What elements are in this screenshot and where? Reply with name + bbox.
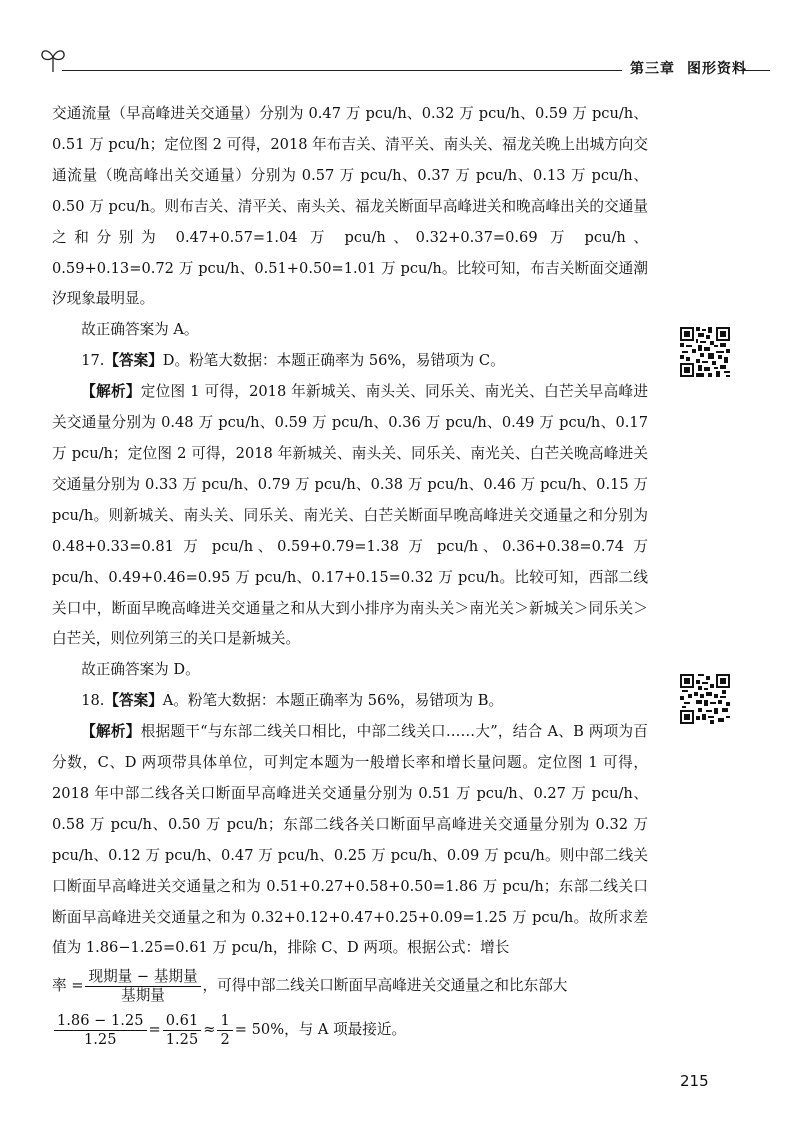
paragraph-continuation: 交通流量（早高峰进关交通量）分别为 0.47 万 pcu/h、0.32 万 pcu/h、0.59 万 pcu/h、0.51 万 pcu/h；定位图 2 可得，2018 年布吉关、清平关、南头关、福龙关晚上出城方向交通流量（晚高峰出关交通量）分别为 0.57 万 pcu/h、0.37 万 pcu/h、0.13 万 pcu/h、0.50 万 pcu/h。则布吉关、清平关、南头关、福龙关断面早高峰进关和晚高峰出关的交通量之和分别为 0.47+0.57=1.04 万 pcu/h、0.32+0.37=0.69 万 pcu/h、0.59+0.13=0.72 万 pcu/h、0.51+0.50=1.01 万 pcu/h。比较可知，布吉关断面交通潮汐现象最明显。 xyxy=(52,105,648,308)
page-body xyxy=(52,99,648,1052)
calc-fraction-3 xyxy=(217,1012,232,1049)
calculation-line xyxy=(52,1008,648,1052)
calc-tail: = 50%，与 A 项最接近。 xyxy=(234,1021,407,1039)
calc-fraction-1 xyxy=(54,1012,147,1049)
qr-code-icon[interactable] xyxy=(680,674,730,724)
conclusion-17: 故正确答案为 D。 xyxy=(81,661,200,679)
answer-text: D。粉笔大数据：本题正确率为 56%，易错项为 C。 xyxy=(162,352,505,370)
calc-denominator-3: 2 xyxy=(220,1030,230,1048)
formula-numerator: 现期量 − 基期量 xyxy=(85,968,200,987)
formula-line xyxy=(52,964,648,1008)
calc-numerator-3: 1 xyxy=(217,1012,232,1031)
formula-prefix: 率 = xyxy=(52,977,84,995)
calc-fraction-2 xyxy=(163,1012,202,1049)
answer-line-17 xyxy=(52,346,648,377)
header-rule xyxy=(62,70,622,71)
growth-formula-fraction xyxy=(85,968,200,1005)
answer-line-16: 故正确答案为 A。 xyxy=(81,321,199,339)
chapter-label: 第三章 xyxy=(630,61,675,77)
section-label: 图形资料 xyxy=(687,61,747,77)
calc-equals: = xyxy=(148,1021,161,1039)
chapter-title xyxy=(630,58,747,78)
calc-numerator-1: 1.86 − 1.25 xyxy=(54,1012,147,1031)
analysis-text: 根据题干“与东部二线关口相比，中部二线关口……大”，结合 A、B 两项为百分数，C、D 两项带具体单位，可判定本题为一般增长率和增长量问题。定位图 1 可得，2018 年中部二线各关口断面早高峰进关交通量分别为 0.51 万 pcu/h、0.27 万 pcu/h、0.58 万 pcu/h、0.50 万 pcu/h；东部二线各关口断面早高峰进关交通量分别为 0.32 万 pcu/h、0.12 万 pcu/h、0.47 万 pcu/h、0.25 万 pcu/h、0.09 万 pcu/h。则中部二线关口断面早高峰进关交通量之和为 0.51+0.27+0.58+0.50=1.86 万 pcu/h；东部二线关口断面早高峰进关交通量之和为 0.32+0.12+0.47+0.25+0.09=1.25 万 pcu/h。故所求差值为 1.86−1.25=0.61 万 pcu/h，排除 C、D 两项。根据公式：增长 xyxy=(52,723,648,957)
answer-tag: 【答案】 xyxy=(104,692,163,710)
formula-denominator: 基期量 xyxy=(121,986,165,1004)
question-number: 17. xyxy=(81,352,105,370)
analysis-text: 定位图 1 可得，2018 年新城关、南头关、同乐关、南光关、白芒关早高峰进关交通量分别为 0.48 万 pcu/h、0.59 万 pcu/h、0.36 万 pcu/h、0.49 万 pcu/h、0.17 万 pcu/h；定位图 2 可得，2018 年新城关、南头关、同乐关、南光关、白芒关晚高峰进关交通量分别为 0.33 万 pcu/h、0.79 万 pcu/h、0.38 万 pcu/h、0.46 万 pcu/h、0.15 万 pcu/h。则新城关、南头关、同乐关、南光关、白芒关断面早晚高峰进关交通量之和分别为 0.48+0.33=0.81 万 pcu/h、0.59+0.79=1.38 万 pcu/h、0.36+0.38=0.74 万 pcu/h、0.49+0.46=0.95 万 pcu/h、0.17+0.15=0.32 万 pcu/h。比较可知，西部二线关口中，断面早晚高峰进关交通量之和从大到小排序为南头关＞南光关＞新城关＞同乐关＞白芒关，则位列第三的关口是新城关。 xyxy=(52,383,648,648)
answer-tag: 【答案】 xyxy=(104,352,163,370)
header-rule-right xyxy=(740,70,770,71)
calc-denominator-2: 1.25 xyxy=(165,1030,199,1048)
calc-denominator-1: 1.25 xyxy=(84,1030,117,1048)
calc-approx: ≈ xyxy=(203,1021,216,1039)
page-header xyxy=(40,44,770,84)
analysis-17 xyxy=(52,377,648,655)
analysis-18 xyxy=(52,717,648,964)
qr-code-icon[interactable] xyxy=(680,327,730,377)
question-number: 18. xyxy=(81,692,105,710)
answer-line-18 xyxy=(52,686,648,717)
page-number: 215 xyxy=(680,1072,709,1090)
formula-suffix: ，可得中部二线关口断面早高峰进关交通量之和比东部大 xyxy=(202,977,568,995)
analysis-tag: 【解析】 xyxy=(81,723,141,741)
analysis-tag: 【解析】 xyxy=(81,383,141,401)
calc-numerator-2: 0.61 xyxy=(163,1012,202,1031)
answer-text: A。粉笔大数据：本题正确率为 56%，易错项为 B。 xyxy=(162,692,504,710)
